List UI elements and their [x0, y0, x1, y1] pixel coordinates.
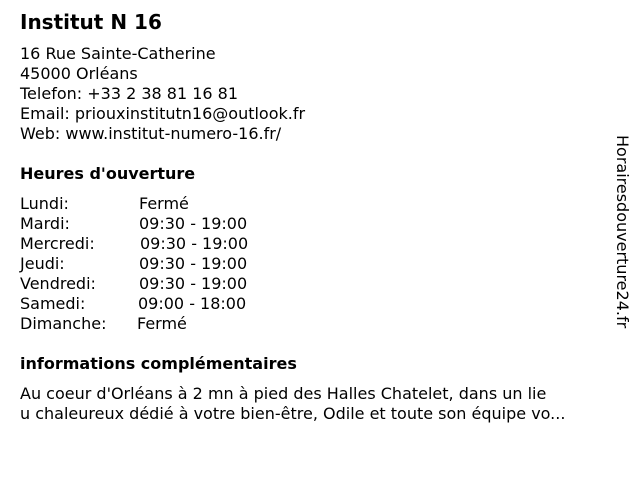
- day-label: Samedi:: [20, 294, 86, 313]
- info-heading: informations complémentaires: [20, 354, 297, 373]
- hours-row-lundi: [20, 194, 440, 214]
- website-address: Web: www.institut-numero-16.fr/: [20, 124, 282, 143]
- site-brand: Horairesdouverture24.fr: [613, 135, 632, 329]
- day-label: Jeudi:: [20, 254, 65, 273]
- day-label: Mardi:: [20, 214, 70, 233]
- business-description: [20, 384, 620, 424]
- hours-row-vendredi: [20, 274, 440, 294]
- street-address: 16 Rue Sainte-Catherine: [20, 44, 216, 63]
- hours-table: [20, 194, 440, 334]
- hours-row-mardi: [20, 214, 440, 234]
- day-label: Lundi:: [20, 194, 69, 213]
- day-label: Vendredi:: [20, 274, 96, 293]
- day-hours: 09:30 - 19:00: [139, 254, 248, 273]
- phone-number: Telefon: +33 2 38 81 16 81: [20, 84, 239, 103]
- email-address: Email: priouxinstitutn16@outlook.fr: [20, 104, 306, 123]
- day-label: Mercredi:: [20, 234, 95, 253]
- hours-row-mercredi: [20, 234, 440, 254]
- hours-row-samedi: [20, 294, 440, 314]
- day-label: Dimanche:: [20, 314, 107, 333]
- city-postal: 45000 Orléans: [20, 64, 138, 83]
- description-line-1: Au coeur d'Orléans à 2 mn à pied des Halles Chatelet, dans un lie: [20, 384, 547, 403]
- day-hours: 09:30 - 19:00: [140, 234, 249, 253]
- day-hours: Fermé: [139, 194, 189, 213]
- day-hours: 09:30 - 19:00: [139, 214, 248, 233]
- day-hours: 09:30 - 19:00: [139, 274, 248, 293]
- business-name: Institut N 16: [20, 10, 162, 34]
- contact-block: [20, 44, 305, 144]
- hours-row-jeudi: [20, 254, 440, 274]
- day-hours: Fermé: [137, 314, 187, 333]
- hours-heading: Heures d'ouverture: [20, 164, 196, 183]
- day-hours: 09:00 - 18:00: [138, 294, 247, 313]
- description-line-2: u chaleureux dédié à votre bien-être, Odile et toute son équipe vo...: [20, 404, 566, 423]
- hours-row-dimanche: [20, 314, 440, 334]
